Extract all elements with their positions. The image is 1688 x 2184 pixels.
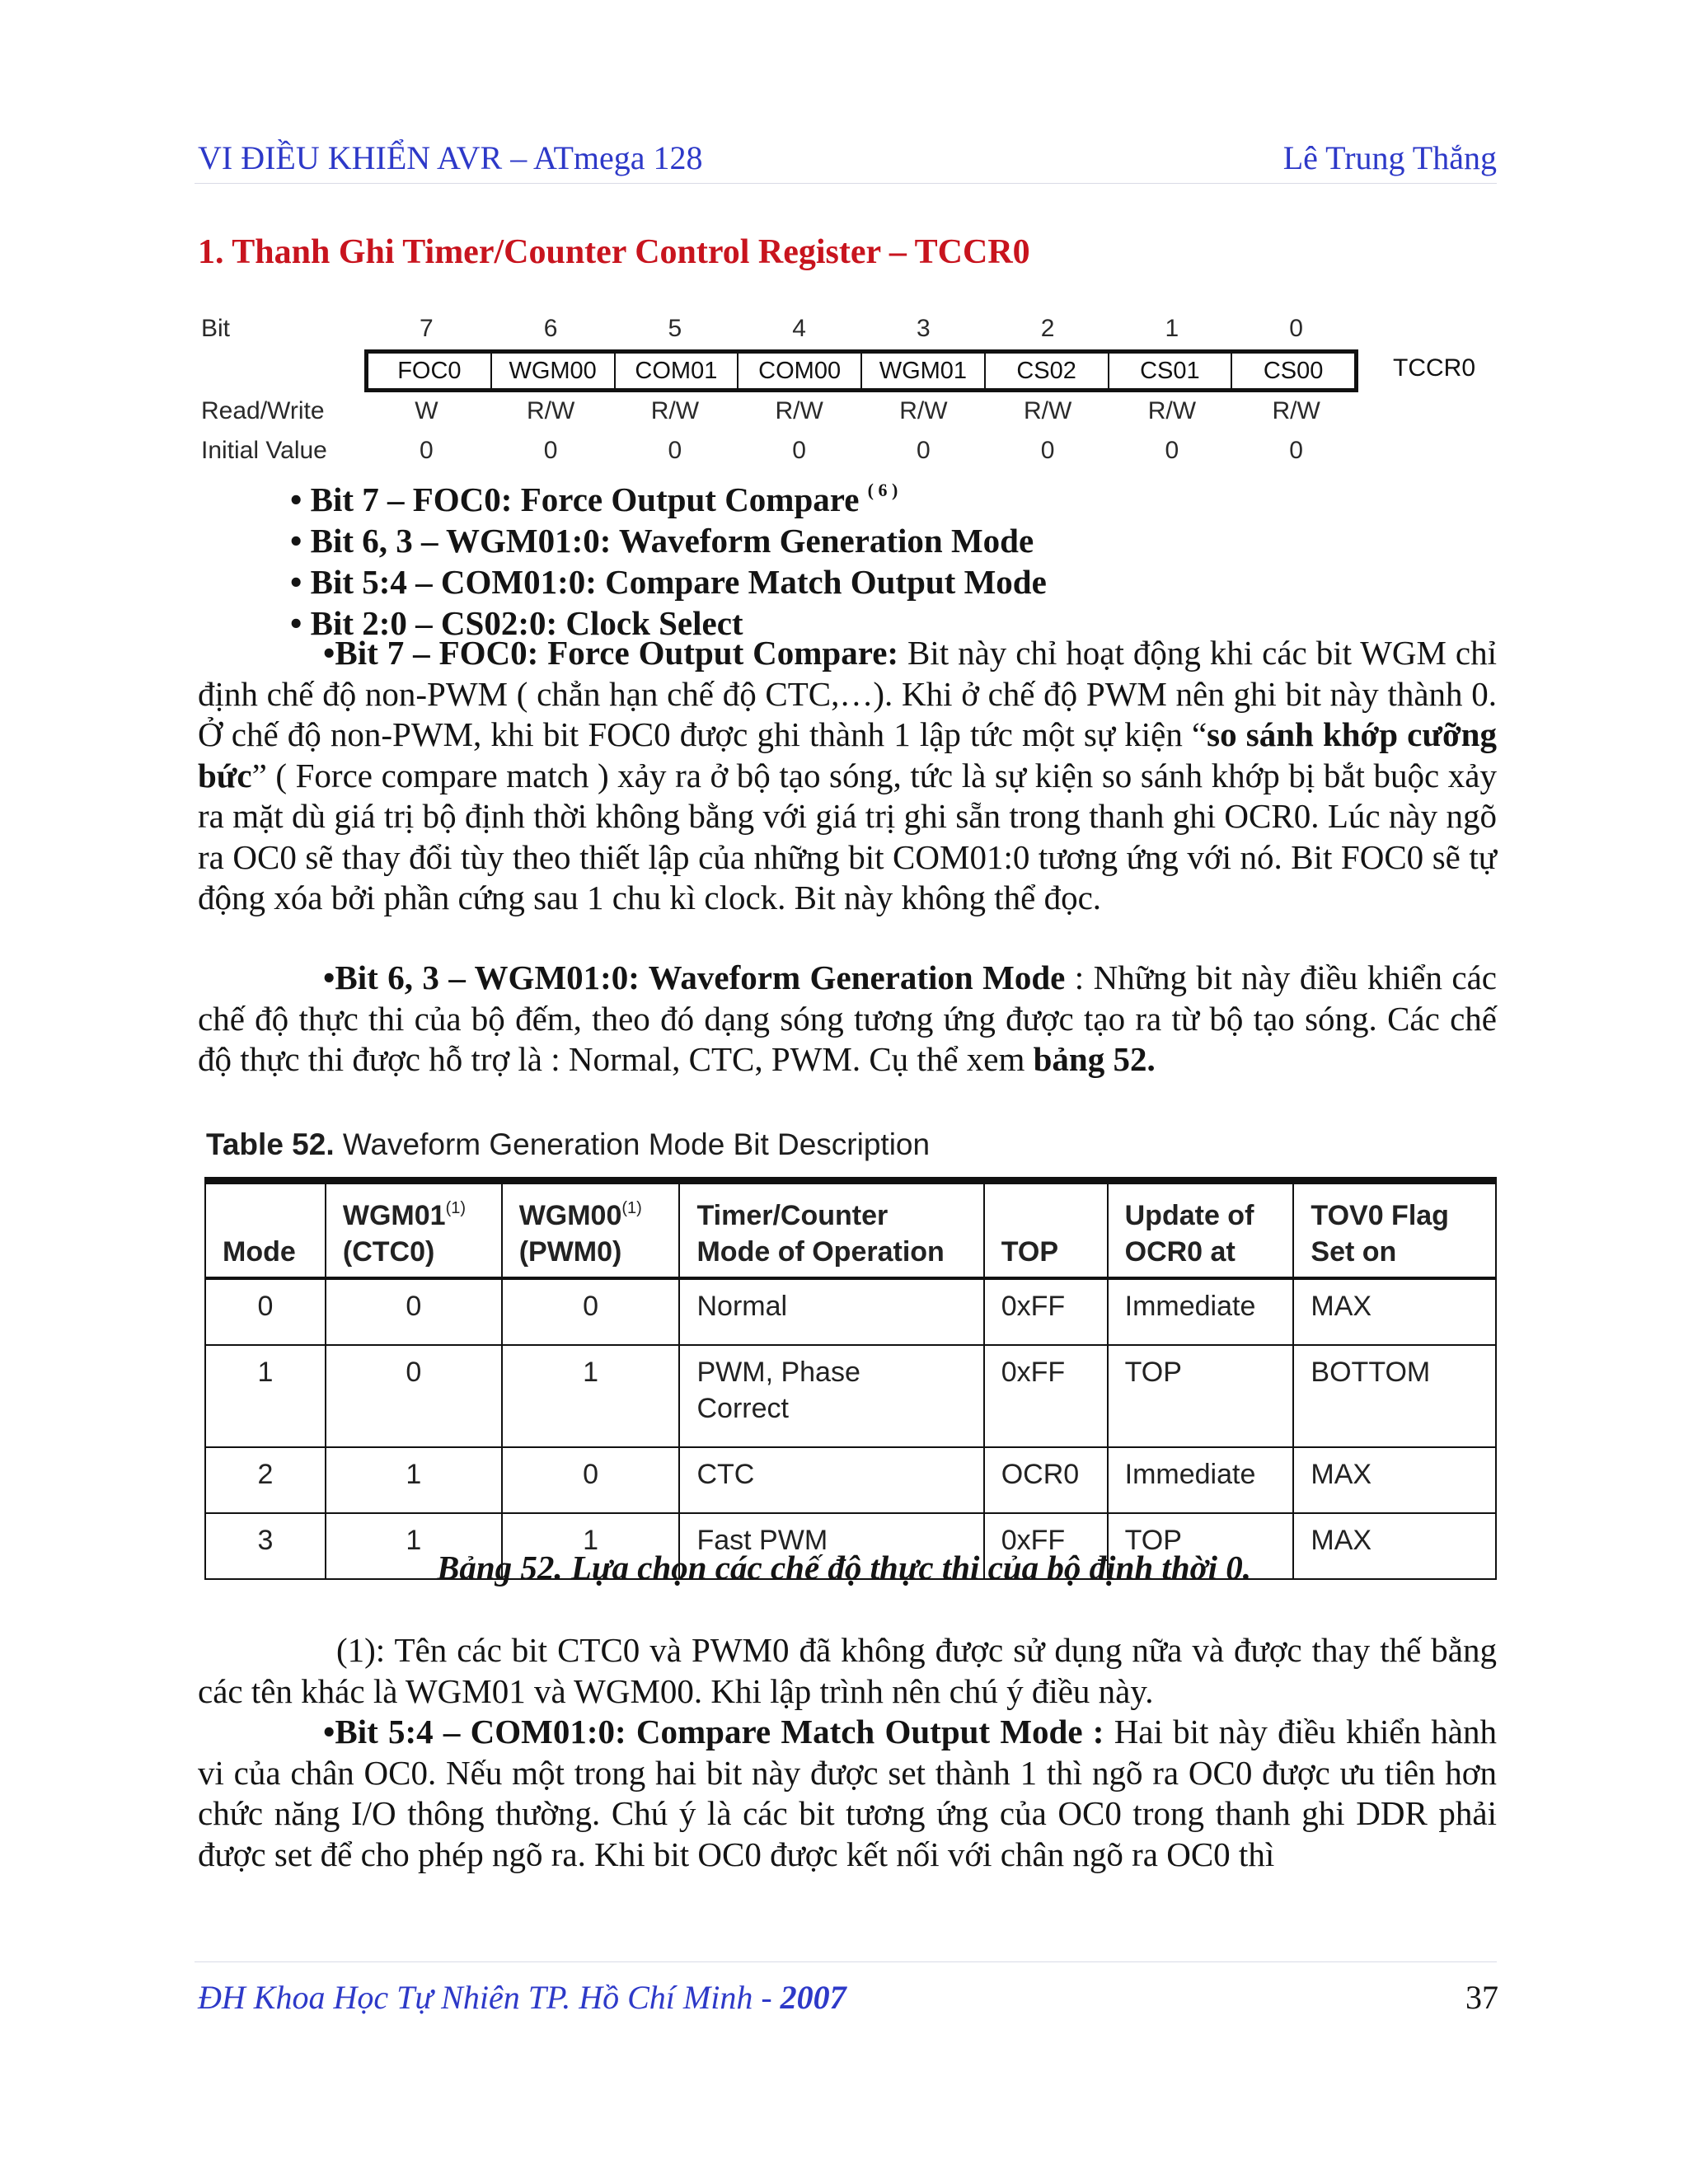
cell-top: OCR0 [984,1447,1108,1513]
register-field: FOC0 [368,354,492,388]
paragraph-wgm [198,958,1497,1080]
cell-mode: 1 [205,1345,326,1447]
register-init: 0 [1165,437,1179,464]
page-number: 37 [1465,1979,1498,2016]
cell-text: PWM, Phase [696,1357,860,1388]
register-bit: 0 [1289,315,1303,342]
table-row [205,1345,1496,1447]
cell-wgm01: 1 [326,1447,502,1513]
cell-wgm01: 0 [326,1278,502,1345]
cell-wgm00: 1 [502,1345,680,1447]
register-rw: R/W [1272,397,1320,424]
list-item [290,520,1047,561]
footnote-ref: (1) [445,1199,467,1217]
header-text: Timer/Counter [696,1200,889,1231]
register-init: 0 [917,437,931,464]
register-init: 0 [420,437,434,464]
cell-wgm00: 1 [502,1513,680,1579]
list-item [290,470,1047,520]
table-number: Table 52. [206,1127,335,1161]
register-bit: 7 [420,315,434,342]
paragraph-lead: •Bit 5:4 – COM01:0: Compare Match Output Mode : [323,1713,1104,1750]
register-field: CS01 [1109,354,1233,388]
cell-text: Correct [696,1393,789,1424]
paragraph-footnote [198,1630,1497,1712]
cell-top: 0xFF [984,1345,1108,1447]
cell-wgm00: 0 [502,1278,680,1345]
cell-tov0: MAX [1293,1278,1496,1345]
register-init: 0 [1289,437,1303,464]
cell-text: Fast PWM [696,1525,828,1556]
cell-top: 0xFF [984,1513,1108,1579]
register-rw-values [364,397,1358,425]
register-bit: 4 [792,315,806,342]
register-rw: R/W [775,397,823,424]
register-field-box [364,349,1358,392]
register-rw: R/W [650,397,700,424]
cell-tov0: MAX [1293,1447,1496,1513]
footnote-ref: (1) [621,1199,642,1217]
register-init: 0 [792,437,806,464]
cell-text: Normal [696,1291,788,1322]
register-name: TCCR0 [1393,354,1476,382]
register-bit: 1 [1165,315,1179,342]
col-header-mode: Mode [205,1181,326,1279]
cell-mode: 2 [205,1447,326,1513]
bullet-icon: • [290,522,311,560]
header-author: Lê Trung Thắng [1282,139,1497,176]
footer-institution [198,1978,846,2017]
paragraph-text: : Những bit này điều khiển các chế độ thực thi của bộ đếm, theo đó dạng sóng tương ứng được tạo ra từ bộ tạo sóng. Các chế độ thực thi được hỗ trợ là : Normal, CTC, PWM. Cụ thể xem [198,958,1497,1078]
header-text: TOV0 Flag [1311,1200,1449,1231]
wgm-table [204,1177,1497,1580]
header-text: Update of [1124,1200,1254,1231]
header-text: Set on [1311,1236,1397,1268]
footer-divider [195,1961,1497,1962]
register-field: WGM01 [862,354,986,388]
cell-operation [679,1345,983,1447]
col-header-update [1108,1181,1294,1279]
register-rw: R/W [526,397,575,424]
register-init: 0 [543,437,558,464]
paragraph-lead: •Bit 7 – FOC0: Force Output Compare: [323,634,899,672]
list-item-text: Bit 6, 3 – WGM01:0: Waveform Generation Mode [310,522,1034,560]
header-text: (CTC0) [342,1236,435,1268]
emphasis: bảng 52. [1033,1040,1156,1078]
register-bit-numbers [364,315,1358,343]
register-bit: 5 [668,315,682,342]
header-text: (PWM0) [518,1236,622,1268]
register-rw: R/W [1023,397,1072,424]
paragraph-text: (1): Tên các bit CTC0 và PWM0 đã không được sử dụng nữa và được thay thế bằng các tên khác là WGM01 và WGM00. Khi lập trình nên chú ý điều này. [198,1631,1497,1710]
paragraph-com [198,1712,1497,1875]
header-text: WGM01 [342,1200,446,1231]
cell-mode: 0 [205,1278,326,1345]
register-field: CS02 [986,354,1109,388]
cell-tov0: BOTTOM [1293,1345,1496,1447]
paragraph-lead: •Bit 6, 3 – WGM01:0: Waveform Generation Mode [323,958,1066,996]
paragraph-text: ” ( Force compare match ) xảy ra ở bộ tạo sóng, tức là sự kiện so sánh khớp bị bắt buộc xảy ra mặt dù giá trị bộ định thời không bằng với giá trị ghi sẵn trong thanh ghi OCR0. Lúc này ngõ ra OC0 sẽ thay đổi tùy theo thiết lập của những bit COM01:0 tương ứng với nó. Bit FOC0 sẽ tự động xóa bởi phần cứng sau 1 chu kì clock. Bit này không thể đọc. [198,756,1497,916]
table-row [205,1447,1496,1513]
table-title [206,1127,930,1162]
list-item-text: Bit 5:4 – COM01:0: Compare Match Output Mode [310,563,1047,601]
col-header-wgm00 [502,1181,680,1279]
list-item-text: Bit 2:0 – CS02:0: Clock Select [310,604,743,642]
col-header-tov0 [1293,1181,1496,1279]
register-field: CS00 [1263,357,1324,384]
header-text: OCR0 at [1124,1236,1236,1268]
cell-mode: 3 [205,1513,326,1579]
cell-tov0: MAX [1293,1513,1496,1579]
table-title-text: Waveform Generation Mode Bit Description [334,1127,931,1161]
cell-operation [679,1278,983,1345]
header-text: WGM00 [518,1200,622,1231]
table-header-row [205,1181,1496,1279]
register-field: WGM00 [492,354,616,388]
paragraph-foc0 [198,633,1497,919]
section-title: 1. Thanh Ghi Timer/Counter Control Register – TCCR0 [198,233,1030,271]
col-header-top: TOP [984,1181,1108,1279]
register-field: COM00 [738,354,862,388]
paragraph-text: Bit này chỉ hoạt động khi các bit WGM chỉ định chế độ non-PWM ( chẳn hạn chế độ CTC,…). Khi ở chế độ PWM nên ghi bit này thành 0. Ở chế độ non-PWM, khi bit FOC0 được ghi thành 1 lập tức một sự kiện “ [198,634,1497,753]
header-title: VI ĐIỀU KHIỂN AVR – ATmega 128 [198,139,703,176]
register-init-values [364,437,1358,465]
emphasis: so sánh khớp cưỡng bức [198,715,1497,794]
footnote-ref: ( 6 ) [867,480,898,500]
register-field: COM01 [616,354,739,388]
cell-text: CTC [696,1459,755,1490]
cell-update: TOP [1108,1513,1294,1579]
bullet-icon: • [290,563,311,601]
bullet-icon: • [290,604,311,642]
bit-summary-list [290,470,1047,644]
cell-update: TOP [1108,1345,1294,1447]
list-item-text: Bit 7 – FOC0: Force Output Compare [310,480,860,518]
register-bit: 3 [917,315,931,342]
list-item [290,561,1047,602]
header-text: Mode of Operation [696,1236,945,1268]
register-init: 0 [1040,437,1055,464]
register-bit: 2 [1040,315,1055,342]
paragraph-text: Hai bit này điều khiển hành vi của chân OC0. Nếu một trong hai bit này được set thành 1 thì ngõ ra OC0 được ưu tiên hơn chức năng I/O thông thường. Chú ý là các bit tương ứng của OC0 trong thanh ghi DDR phải được set để cho phép ngõ ra. Khi bit OC0 được kết nối với chân ngõ ra OC0 thì [198,1713,1497,1873]
table-row [205,1278,1496,1345]
register-rw-label: Read/Write [201,397,325,424]
cell-wgm01: 0 [326,1345,502,1447]
col-header-wgm01 [326,1181,502,1279]
footer-year: 2007 [780,1979,846,2016]
header-divider [195,183,1497,184]
cell-update: Immediate [1108,1447,1294,1513]
col-header-operation [679,1181,983,1279]
register-init: 0 [668,437,682,464]
cell-wgm00: 0 [502,1447,680,1513]
register-bit: 6 [543,315,558,342]
register-rw: R/W [1147,397,1197,424]
register-bit-label: Bit [201,315,231,342]
bullet-icon: • [290,480,311,518]
cell-wgm01: 1 [326,1513,502,1579]
cell-update: Immediate [1108,1278,1294,1345]
register-rw: R/W [899,397,948,424]
register-init-label: Initial Value [201,437,327,464]
cell-top: 0xFF [984,1278,1108,1345]
cell-operation [679,1447,983,1513]
table-caption: Bảng 52. Lựa chọn các chế độ thực thi của bộ định thời 0. [436,1549,1252,1586]
footer-text: ĐH Khoa Học Tự Nhiên TP. Hồ Chí Minh - [198,1979,781,2016]
register-rw: W [415,397,438,424]
